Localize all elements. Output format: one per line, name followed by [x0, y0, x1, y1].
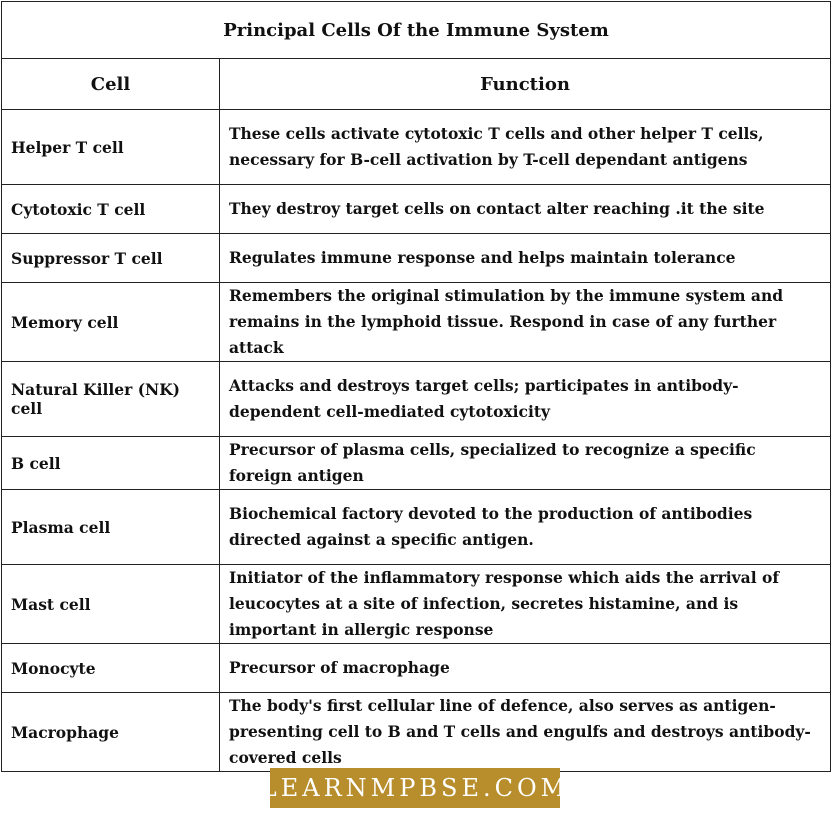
cell-name: Suppressor T cell [2, 234, 220, 283]
table-header-row [2, 59, 831, 110]
cell-name: Plasma cell [2, 490, 220, 565]
immune-cells-table [1, 1, 831, 772]
cell-function: These cells activate cytotoxic T cells and other helper T cells, necessary for B-cell activation by T-cell dependant antigens [220, 110, 831, 185]
table-row [2, 437, 831, 490]
cell-name: Macrophage [2, 693, 220, 772]
cell-function: Biochemical factory devoted to the production of antibodies directed against a specific antigen. [220, 490, 831, 565]
cell-function: Precursor of plasma cells, specialized to recognize a specific foreign antigen [220, 437, 831, 490]
table-row [2, 362, 831, 437]
cell-name: Mast cell [2, 565, 220, 644]
cell-name: B cell [2, 437, 220, 490]
cell-function: Attacks and destroys target cells; participates in antibody-dependent cell-mediated cytotoxicity [220, 362, 831, 437]
table-row [2, 110, 831, 185]
table-row [2, 234, 831, 283]
table-row [2, 565, 831, 644]
table-row [2, 644, 831, 693]
table-row [2, 693, 831, 772]
cell-name: Memory cell [2, 283, 220, 362]
cell-function: The body's first cellular line of defence, also serves as antigen-presenting cell to B and T cells and engulfs and destroys antibody-covered cells [220, 693, 831, 772]
cell-function: Regulates immune response and helps maintain tolerance [220, 234, 831, 283]
cell-function: Precursor of macrophage [220, 644, 831, 693]
cell-function: Initiator of the inflammatory response which aids the arrival of leucocytes at a site of infection, secretes histamine, and is important in allergic response [220, 565, 831, 644]
cell-name: Cytotoxic T cell [2, 185, 220, 234]
column-header-function: Function [220, 59, 831, 110]
cell-name: Natural Killer (NK) cell [2, 362, 220, 437]
table-row [2, 490, 831, 565]
table-row [2, 283, 831, 362]
table-title-row [2, 2, 831, 59]
cell-name: Monocyte [2, 644, 220, 693]
watermark-logo: LEARNMPBSE.COM [270, 768, 560, 808]
table-title: Principal Cells Of the Immune System [2, 2, 831, 59]
cell-function: Remembers the original stimulation by the immune system and remains in the lymphoid tissue. Respond in case of any further attack [220, 283, 831, 362]
table-row [2, 185, 831, 234]
cell-name: Helper T cell [2, 110, 220, 185]
column-header-cell: Cell [2, 59, 220, 110]
cell-function: They destroy target cells on contact alter reaching .it the site [220, 185, 831, 234]
